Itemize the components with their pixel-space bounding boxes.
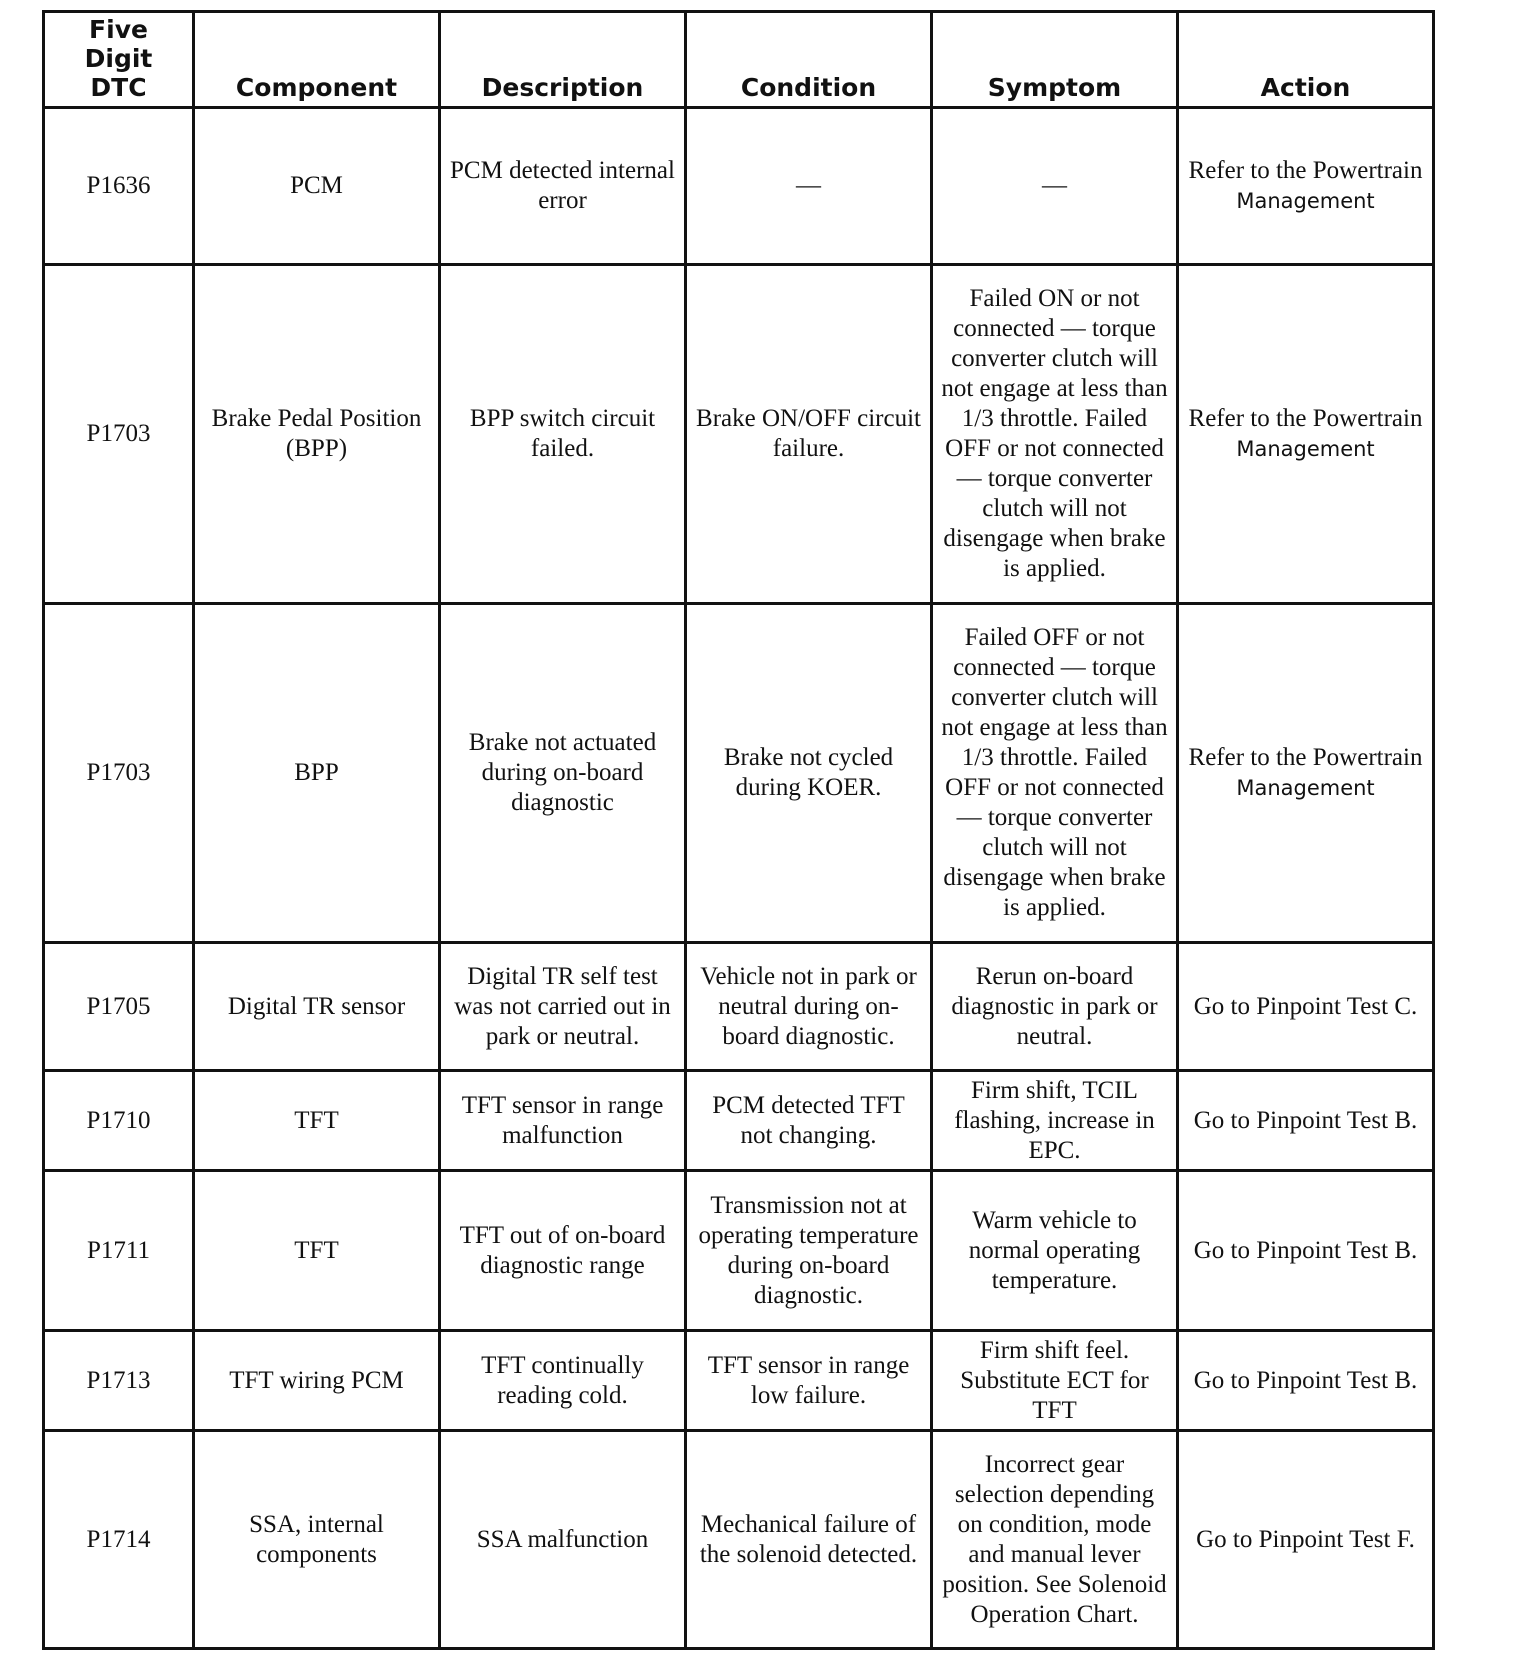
dtc-cell: P1714: [44, 1431, 194, 1649]
action-cell: [1178, 265, 1434, 604]
table-row: [44, 108, 1434, 265]
action-text: Refer to the Powertrain: [1188, 157, 1423, 184]
component-cell: Brake Pedal Position (BPP): [194, 265, 440, 604]
symptom-cell: Warm vehicle to normal operating temperature.: [932, 1171, 1178, 1331]
action-cell: Go to Pinpoint Test B.: [1178, 1071, 1434, 1171]
symptom-cell: Firm shift feel. Substitute ECT for TFT: [932, 1331, 1178, 1431]
component-cell: Digital TR sensor: [194, 943, 440, 1071]
header-symptom: Symptom: [932, 12, 1178, 108]
condition-cell: Vehicle not in park or neutral during on-board diagnostic.: [686, 943, 932, 1071]
condition-cell: Mechanical failure of the solenoid detected.: [686, 1431, 932, 1649]
description-cell: Brake not actuated during on-board diagnostic: [440, 604, 686, 943]
component-cell: PCM: [194, 108, 440, 265]
action-cell: Go to Pinpoint Test B.: [1178, 1171, 1434, 1331]
header-condition: Condition: [686, 12, 932, 108]
header-action: Action: [1178, 12, 1434, 108]
description-cell: TFT continually reading cold.: [440, 1331, 686, 1431]
action-text-management: Management: [1236, 776, 1375, 800]
table-row: [44, 1431, 1434, 1649]
action-text: Refer to the Powertrain: [1188, 744, 1423, 771]
table-row: [44, 1331, 1434, 1431]
dtc-cell: P1636: [44, 108, 194, 265]
action-text-management: Management: [1236, 189, 1375, 213]
action-text-management: Management: [1236, 437, 1375, 461]
table-row: [44, 943, 1434, 1071]
description-cell: SSA malfunction: [440, 1431, 686, 1649]
action-cell: Go to Pinpoint Test F.: [1178, 1431, 1434, 1649]
description-cell: TFT sensor in range malfunction: [440, 1071, 686, 1171]
table-row: [44, 265, 1434, 604]
description-cell: Digital TR self test was not carried out in park or neutral.: [440, 943, 686, 1071]
action-cell: Go to Pinpoint Test B.: [1178, 1331, 1434, 1431]
action-cell: Go to Pinpoint Test C.: [1178, 943, 1434, 1071]
description-cell: BPP switch circuit failed.: [440, 265, 686, 604]
condition-cell: —: [686, 108, 932, 265]
symptom-cell: Rerun on-board diagnostic in park or neutral.: [932, 943, 1178, 1071]
component-cell: BPP: [194, 604, 440, 943]
condition-cell: TFT sensor in range low failure.: [686, 1331, 932, 1431]
header-dtc-line1: Five Digit: [84, 15, 153, 73]
component-cell: TFT: [194, 1071, 440, 1171]
symptom-cell: —: [932, 108, 1178, 265]
symptom-cell: Incorrect gear selection depending on condition, mode and manual lever position. See Solenoid Operation Chart.: [932, 1431, 1178, 1649]
action-cell: [1178, 604, 1434, 943]
description-cell: PCM detected internal error: [440, 108, 686, 265]
dtc-table: [42, 10, 1435, 1650]
component-cell: TFT wiring PCM: [194, 1331, 440, 1431]
condition-cell: PCM detected TFT not changing.: [686, 1071, 932, 1171]
action-text: Refer to the Powertrain: [1188, 405, 1423, 432]
condition-cell: Brake ON/OFF circuit failure.: [686, 265, 932, 604]
table-row: [44, 1071, 1434, 1171]
component-cell: SSA, internal components: [194, 1431, 440, 1649]
header-row: [44, 12, 1434, 108]
header-component: Component: [194, 12, 440, 108]
header-dtc-line2: DTC: [90, 73, 147, 102]
condition-cell: Brake not cycled during KOER.: [686, 604, 932, 943]
dtc-cell: P1713: [44, 1331, 194, 1431]
dtc-cell: P1711: [44, 1171, 194, 1331]
table-row: [44, 1171, 1434, 1331]
dtc-cell: P1710: [44, 1071, 194, 1171]
dtc-cell: P1705: [44, 943, 194, 1071]
component-cell: TFT: [194, 1171, 440, 1331]
table-row: [44, 604, 1434, 943]
dtc-cell: P1703: [44, 604, 194, 943]
description-cell: TFT out of on-board diagnostic range: [440, 1171, 686, 1331]
symptom-cell: Firm shift, TCIL flashing, increase in EPC.: [932, 1071, 1178, 1171]
action-cell: [1178, 108, 1434, 265]
symptom-cell: Failed OFF or not connected — torque converter clutch will not engage at less than 1/3 throttle. Failed OFF or not connected — torque converter clutch will not disengage when brake is applied.: [932, 604, 1178, 943]
dtc-cell: P1703: [44, 265, 194, 604]
condition-cell: Transmission not at operating temperature during on-board diagnostic.: [686, 1171, 932, 1331]
header-dtc: [44, 12, 194, 108]
header-description: Description: [440, 12, 686, 108]
symptom-cell: Failed ON or not connected — torque converter clutch will not engage at less than 1/3 throttle. Failed OFF or not connected — torque converter clutch will not disengage when brake is applied.: [932, 265, 1178, 604]
